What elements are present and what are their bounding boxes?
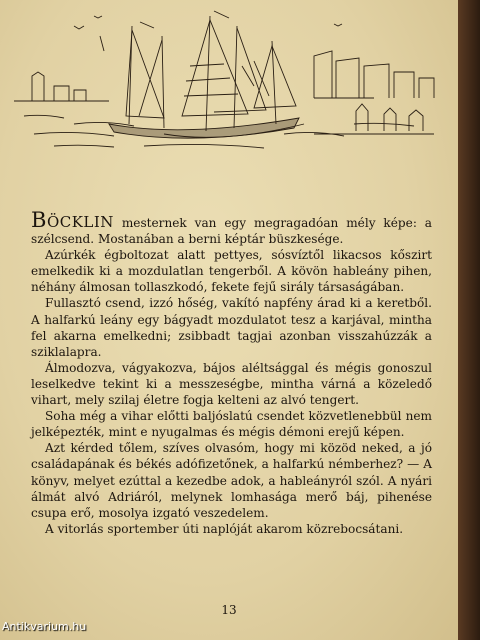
book-spine-edge <box>458 0 480 640</box>
paragraph-4: Álmodozva, vágyakozva, bájos aléltsággal és mégis gonoszul leselkedve tekint ki a messzeségbe, mintha várná a közeledő vihart, mely szilaj életre fogja kelteni az alvó tengert. <box>31 360 432 408</box>
watermark: Antikvarium.hu <box>2 620 87 633</box>
opening-name: ÖCKLIN <box>46 213 114 231</box>
paragraph-1-text: mesternek van egy megragadóan mély képe: a szélcsend. Mostanában a berni képtár büszkesége. <box>31 216 432 247</box>
page-number: 13 <box>221 603 237 617</box>
harbor-sailboats-illustration <box>14 6 444 156</box>
paragraph-1 <box>31 208 432 247</box>
paragraph-6: Azt kérded tőlem, szíves olvasóm, hogy mi közöd neked, a jó családapának és békés adófizetőnek, a halfarkú némberhez? — A könyv, melyet ezúttal a kezedbe adok, a hableányról szól. A nyári álmát alvó Adriáról, melynek lomhasága merő báj, pihenése csupa erő, mosolya izgató veszedelem. <box>31 441 432 520</box>
article-body <box>31 208 432 537</box>
paragraph-3: Fullasztó csend, izzó hőség, vakító napfény árad ki a keretből. A halfarkú leány egy bágyadt mozdulatot tesz a karjával, mintha fel akarna emelkedni; zsibbadt tagjai azonban visszahúzzák a sziklalapra. <box>31 296 432 359</box>
paragraph-7: A vitorlás sportember úti naplóját akarom közrebocsátani. <box>45 521 404 536</box>
paragraph-5: Soha még a vihar előtti baljóslatú csendet közvetlenebbül nem jelképezték, mint e nyugalmas és mégis démoni erejű képen. <box>31 409 432 440</box>
opening-letter: B <box>31 208 47 232</box>
paragraph-2: Azúrkék égboltozat alatt pettyes, sósvíztől likacsos kőszirt emelkedik ki a mozdulatlan tengerből. A kövön hableány pihen, néhány álmosan tollaszkodó, fekete fejű sirály társaságában. <box>31 248 432 295</box>
